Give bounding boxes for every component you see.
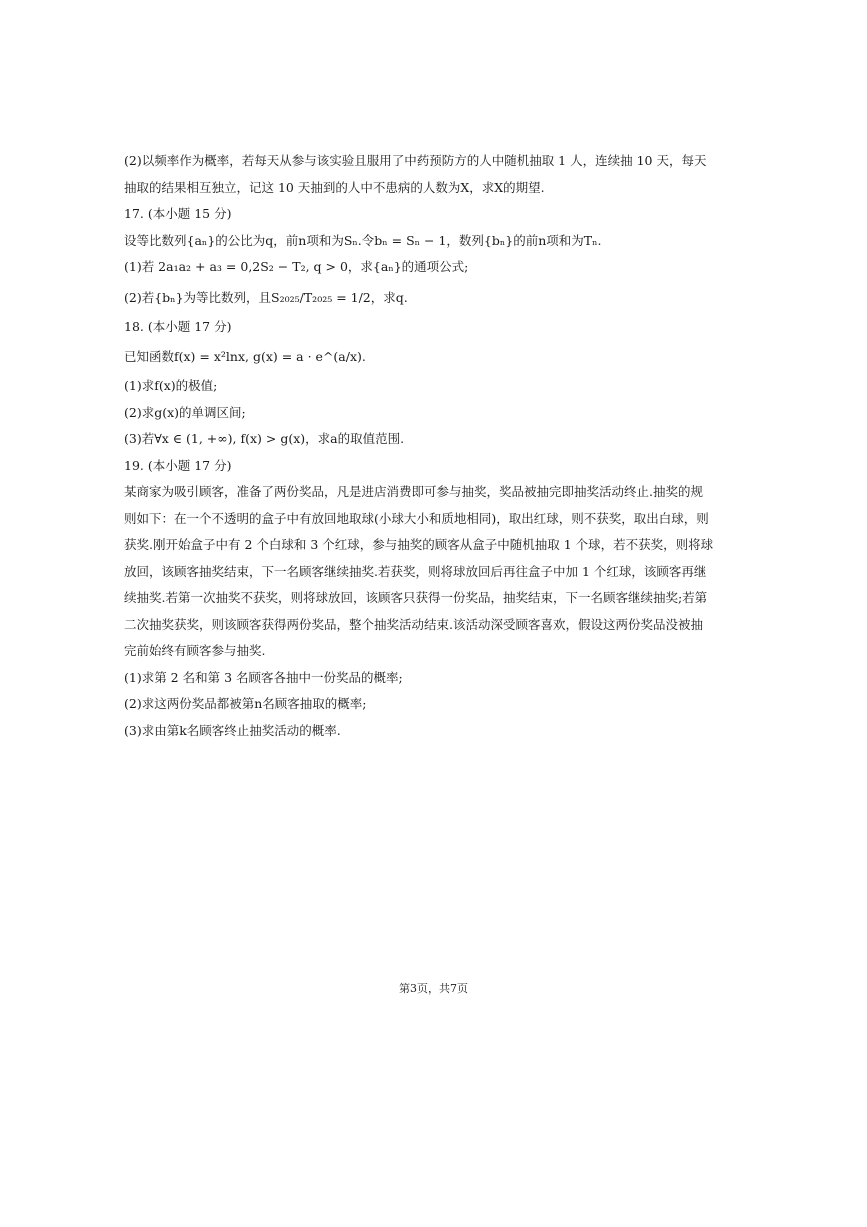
text-line: (2)求g(x)的单调区间;: [124, 404, 246, 420]
text-line: 抽取的结果相互独立，记这 10 天抽到的人中不患病的人数为X，求X的期望.: [124, 179, 545, 195]
text-line: 二次抽奖获奖，则该顾客获得两份奖品，整个抽奖活动结束.该活动深受顾客喜欢，假设这两份奖品没被抽: [124, 616, 703, 632]
page-number-footer: 第3页，共7页: [399, 982, 468, 995]
text-line: 放回，该顾客抽奖结束，下一名顾客继续抽奖.若获奖，则将球放回后再往盒子中加 1 个红球，该顾客再继: [124, 563, 707, 579]
text-line: (1)求第 2 名和第 3 名顾客各抽中一份奖品的概率;: [124, 669, 403, 685]
text-line: (2)若{bₙ}为等比数列，且S₂₀₂₅/T₂₀₂₅ = 1/2，求q.: [124, 289, 408, 305]
text-line: (2)求这两份奖品都被第n名顾客抽取的概率;: [124, 696, 367, 711]
text-line: 完前始终有顾客参与抽奖.: [124, 643, 266, 658]
text-line: 获奖.刚开始盒子中有 2 个白球和 3 个红球，参与抽奖的顾客从盒子中随机抽取 1 个球，若不获奖，则将球: [124, 537, 714, 552]
text-line: 则如下：在一个不透明的盒子中有放回地取球(小球大小和质地相同)，取出红球，则不获奖，取出白球，则: [124, 510, 709, 526]
text-line: 已知函数f(x) = x²lnx, g(x) = a · e^(a/x).: [124, 349, 366, 364]
text-line: (3)若∀x ∈ (1, +∞), f(x) > g(x)，求a的取值范围.: [124, 431, 405, 446]
text-line: (3)求由第k名顾客终止抽奖活动的概率.: [124, 722, 341, 738]
problem-19-heading: 19. (本小题 17 分): [124, 457, 232, 473]
problem-18-heading: 18. (本小题 17 分): [124, 318, 232, 334]
text-line: (1)求f(x)的极值;: [124, 378, 218, 393]
text-line: (1)若 2a₁a₂ + a₃ = 0,2S₂ − T₂, q > 0，求{aₙ}的通项公式;: [124, 259, 469, 274]
page-content: [124, 148, 724, 744]
text-line: (2)以频率作为概率，若每天从参与该实验且服用了中药预防方的人中随机抽取 1 人，连续抽 10 天，每天: [124, 153, 707, 168]
text-line: 设等比数列{aₙ}的公比为q，前n项和为Sₙ.令bₙ = Sₙ − 1，数列{bₙ}的前n项和为Tₙ.: [124, 232, 602, 248]
text-line: 某商家为吸引顾客，准备了两份奖品，凡是进店消费即可参与抽奖，奖品被抽完即抽奖活动终止.抽奖的规: [124, 484, 703, 499]
text-line: 续抽奖.若第一次抽奖不获奖，则将球放回，该顾客只获得一份奖品，抽奖结束，下一名顾客继续抽奖;若第: [124, 590, 708, 605]
problem-17-heading: 17. (本小题 15 分): [124, 206, 232, 221]
